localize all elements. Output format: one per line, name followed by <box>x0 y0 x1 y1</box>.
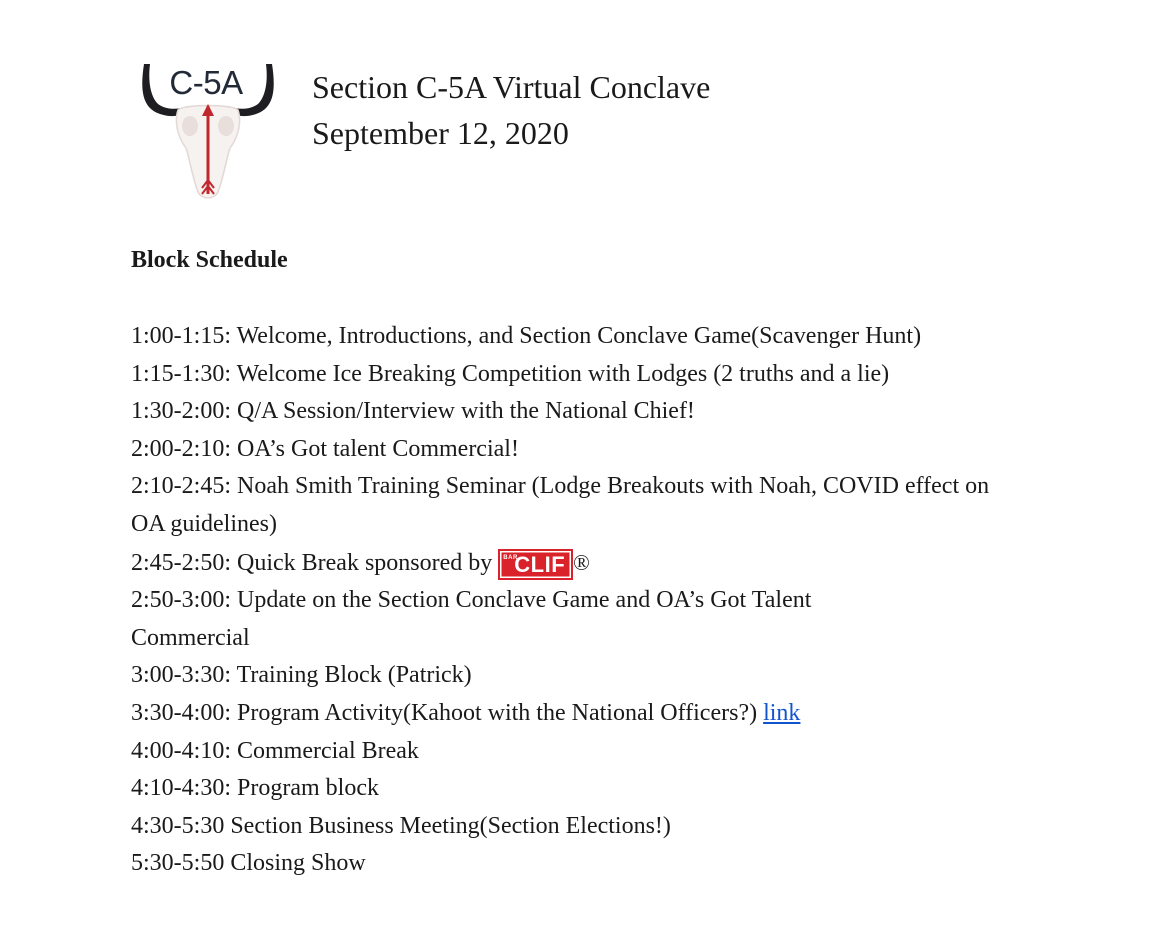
document-title: Section C-5A Virtual Conclave <box>312 69 711 105</box>
schedule-list <box>131 318 1031 883</box>
schedule-item <box>131 733 1031 771</box>
schedule-item <box>131 770 1031 808</box>
schedule-item <box>131 544 1031 583</box>
schedule-time: 2:00-2:10: <box>131 435 231 462</box>
section-heading: Block Schedule <box>131 247 288 273</box>
schedule-time: 2:10-2:45: <box>131 473 231 500</box>
schedule-item <box>131 393 1031 431</box>
schedule-item <box>131 582 951 657</box>
schedule-text: Quick Break sponsored by <box>237 549 493 576</box>
schedule-text: Noah Smith Training Seminar (Lodge Breakouts with Noah, COVID effect on OA guidelines) <box>131 473 990 537</box>
schedule-text: OA’s Got talent Commercial! <box>237 435 519 462</box>
schedule-time: 3:00-3:30: <box>131 662 231 689</box>
schedule-time: 5:30-5:50 <box>131 850 225 877</box>
schedule-time: 4:10-4:30: <box>131 775 231 802</box>
schedule-item <box>131 318 1031 356</box>
schedule-time: 1:00-1:15: <box>131 323 231 349</box>
schedule-item <box>131 808 1031 846</box>
schedule-text: Program Activity(Kahoot with the National Officers?) <box>237 699 758 726</box>
schedule-item <box>131 356 1031 394</box>
schedule-time: 2:45-2:50: <box>131 549 231 576</box>
kahoot-link[interactable]: link <box>763 699 801 726</box>
schedule-item <box>131 431 1031 469</box>
schedule-item <box>131 657 1031 695</box>
c5a-logo <box>138 60 278 205</box>
clif-brand: CLIF <box>514 551 566 577</box>
schedule-text: Welcome, Introductions, and Section Conclave Game(Scavenger Hunt) <box>236 323 922 349</box>
schedule-time: 2:50-3:00: <box>131 587 231 614</box>
document-date: September 12, 2020 <box>312 115 569 151</box>
schedule-time: 4:30-5:30 <box>131 812 225 839</box>
clif-bar-logo <box>498 549 573 580</box>
schedule-text: Section Business Meeting(Section Elections!) <box>230 812 671 839</box>
schedule-text: Welcome Ice Breaking Competition with Lodges (2 truths and a lie) <box>236 360 890 387</box>
schedule-text: Update on the Section Conclave Game and OA’s Got Talent Commercial <box>131 587 812 651</box>
schedule-text: Program block <box>237 775 379 802</box>
document-header <box>312 64 710 156</box>
schedule-text: Q/A Session/Interview with the National Chief! <box>237 398 695 425</box>
schedule-time: 4:00-4:10: <box>131 737 231 764</box>
schedule-item <box>131 468 1031 543</box>
logo-label: C-5A <box>169 64 243 101</box>
schedule-text: Commercial Break <box>237 737 419 764</box>
schedule-text: Closing Show <box>230 850 366 877</box>
clif-bar-label: BAR <box>503 554 518 561</box>
schedule-time: 3:30-4:00: <box>131 699 231 726</box>
schedule-item <box>131 845 1031 883</box>
schedule-time: 1:30-2:00: <box>131 398 231 425</box>
registered-mark: ® <box>573 549 590 575</box>
schedule-item <box>131 695 1031 733</box>
schedule-text: Training Block (Patrick) <box>236 662 472 689</box>
schedule-time: 1:15-1:30: <box>131 360 231 387</box>
